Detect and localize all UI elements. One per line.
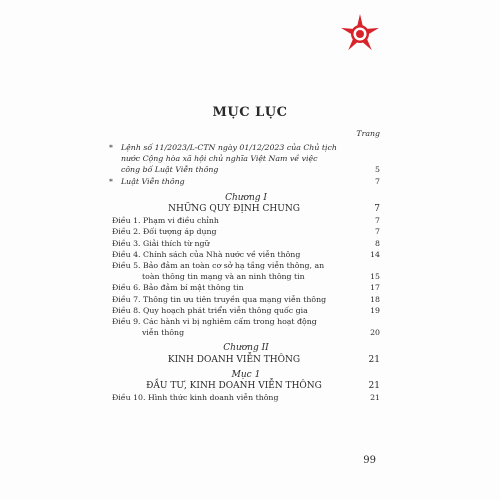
toc-entry-text [112,305,368,316]
chapter-2-title-row [112,355,380,366]
toc-intro-entry-text [109,176,368,187]
toc-entry-page: 20 [370,328,380,338]
toc-entry-page: 15 [370,272,380,282]
section-1-title: ĐẦU TƯ, KINH DOANH VIỄN THÔNG [146,381,322,392]
toc-entry-page: 19 [370,305,380,315]
bullet-marker: * [109,176,113,186]
toc-intro-entry-text [109,142,368,176]
toc-entry-line: Điều 3. Giải thích từ ngữ [112,238,210,248]
chapter-1-items [112,215,380,338]
toc-entry-text [112,226,368,237]
toc-entry [112,260,380,282]
table-of-contents [109,128,380,403]
toc-entry-line: Điều 9. Các hành vi bị nghiêm cấm trong hoạt động [112,317,317,327]
toc-intro-entry-line: Lệnh số 11/2023/L-CTN ngày 01/12/2023 của Chủ tịch [121,143,337,152]
star-emblem-icon [338,12,382,56]
toc-intro-entry-page: 7 [375,176,380,186]
toc-entry-text [112,316,368,338]
toc-entry-page: 7 [375,227,380,237]
toc-entry [112,238,380,249]
toc-entry-line: Điều 8. Quy hoạch phát triển viễn thông quốc gia [112,305,308,315]
toc-title: MỤC LỤC [212,105,288,120]
toc-entry-line: Điều 5. Bảo đảm an toàn cơ sở hạ tầng viễn thông, an [112,261,325,271]
toc-entry [112,316,380,338]
toc-entry [112,282,380,293]
chapter-1-page: 7 [374,204,380,215]
toc-entry-text [112,294,368,305]
toc-intro [109,142,380,187]
toc-entry [112,226,380,237]
toc-entry [112,392,380,403]
toc-entry-line: viễn thông [142,328,185,338]
toc-entry-line: Điều 4. Chính sách của Nhà nước về viễn thông [112,249,301,259]
toc-entry [112,249,380,260]
toc-entry-page: 21 [370,393,380,403]
toc-intro-entry [109,142,380,176]
toc-entry-line: Điều 2. Đối tượng áp dụng [112,227,217,237]
toc-entry-text [112,249,368,260]
toc-entry-text [112,260,368,282]
toc-entry-text [112,215,368,226]
toc-entry-line: Điều 7. Thông tin ưu tiên truyền qua mạng viễn thông [112,294,327,304]
toc-entry [112,215,380,226]
section-1-label: Mục 1 [231,369,261,380]
page-column-label: Trang [356,129,380,138]
toc-entry [112,305,380,316]
section-1-items [112,392,380,403]
chapter-2-page: 21 [368,354,380,365]
toc-entry-line: Điều 10. Hình thức kinh doanh viễn thông [112,393,279,403]
toc-entry-text [112,238,368,249]
section-1-page: 21 [368,381,380,392]
chapter-1-title-row [112,204,380,215]
toc-entry-page: 17 [370,283,380,293]
toc-intro-entry-line: Luật Viễn thông [121,176,185,186]
toc-intro-entry [109,176,380,187]
toc-entry-page: 18 [370,294,380,304]
page-number: 99 [363,455,376,466]
toc-entry [112,294,380,305]
toc-entry-page: 14 [370,249,380,259]
toc-entry-page: 7 [375,216,380,226]
chapter-2-label: Chương II [223,343,269,354]
toc-entry-text [112,282,368,293]
toc-entry-line: toàn thông tin mạng và an ninh thông tin [142,272,305,282]
chapter-1-label: Chương I [225,192,267,203]
toc-intro-entry-page: 5 [375,165,380,175]
toc-entry-line: Điều 1. Phạm vi điều chỉnh [112,216,219,226]
toc-intro-entry-line: nước Cộng hòa xã hội chủ nghĩa Việt Nam về việc [121,154,318,164]
chapter-2-title: KINH DOANH VIỄN THÔNG [167,354,301,365]
toc-entry-text [112,392,368,403]
toc-entry-page: 8 [375,238,380,248]
toc-intro-entry-line: công bố Luật Viễn thông [121,165,219,175]
section-1-title-row [112,381,380,392]
chapter-1-title: NHỮNG QUY ĐỊNH CHUNG [168,204,300,215]
toc-entry-line: Điều 6. Bảo đảm bí mật thông tin [112,283,244,293]
bullet-marker: * [109,143,113,152]
